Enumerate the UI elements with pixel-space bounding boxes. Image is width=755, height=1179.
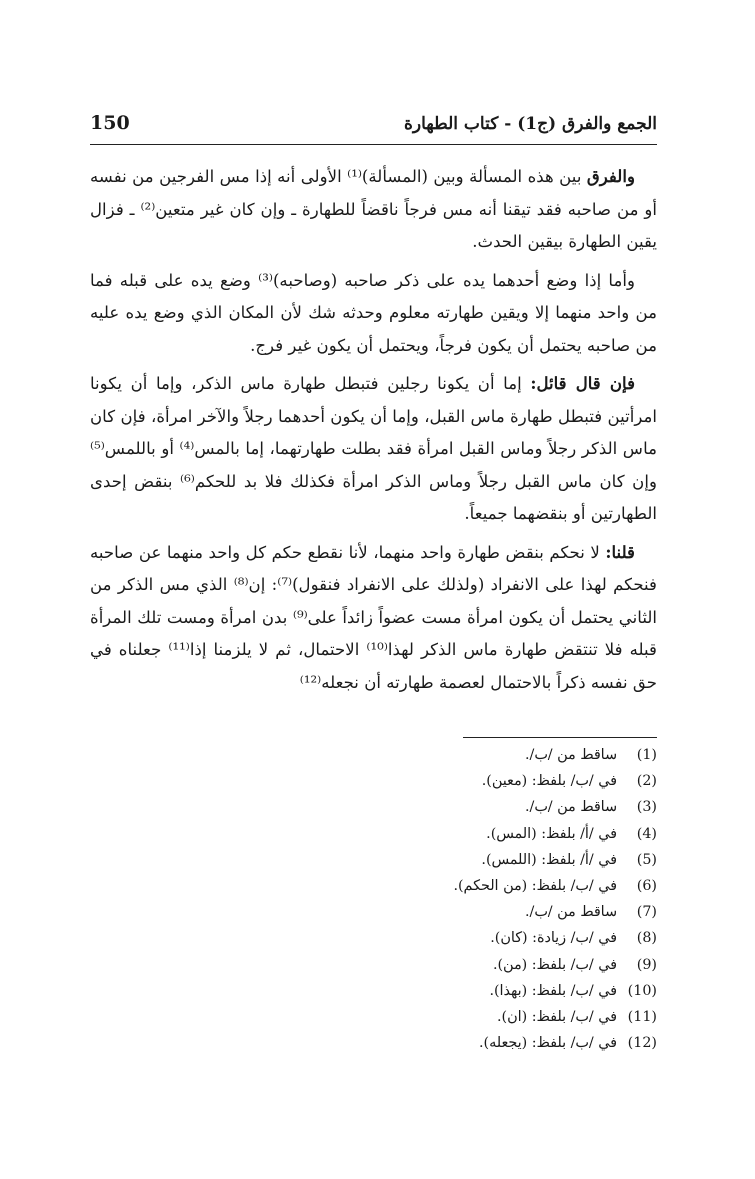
footnote-text: في /أ/ بلفظ: (المس).	[486, 825, 617, 842]
paragraph-text: إما أن يكونا رجلين فتبطل طهارة ماس الذكر، وإما أن يكونا امرأتين فتبطل طهارة ماس القبل، وإما أن يكون أحدهما رجلاً والآخر امرأة، فإن كان ماس الذكر رجلاً وماس القبل امرأة فقد بطلت طهارتهما، إما بالمس⁽⁴⁾ أو باللمس⁽⁵⁾ وإن كان ماس القبل رجلاً وماس الذكر امرأة فكذلك فلا بد للحكم⁽⁶⁾ بنقض إحدى الطهارتين أو بنقضهما جميعاً.	[90, 374, 658, 523]
paragraph-3	[90, 367, 657, 531]
footnote-number: (3)	[636, 799, 657, 816]
header-title: الجمع والفرق (ج1) - كتاب الطهارة	[404, 114, 657, 134]
footnote-text: في /ب/ زيادة: (كان).	[490, 930, 617, 947]
footnote-item	[257, 1004, 657, 1030]
footnote-number: (12)	[627, 1035, 657, 1052]
footnote-item	[257, 899, 657, 925]
paragraph-4	[90, 536, 657, 700]
footnote-item	[257, 821, 657, 847]
footnote-number: (2)	[636, 773, 657, 790]
paragraph-text: بين هذه المسألة وبين (المسألة)⁽¹⁾ الأولى أنه إذا مس الفرجين من نفسه أو من صاحبه فقد تيقنا أنه مس فرجاً ناقضاً للطهارة ـ وإن كان غير متعين⁽²⁾ ـ فزال يقين الطهارة بيقين الحدث.	[90, 167, 657, 251]
paragraph-lead: فإن قال قائل:	[530, 373, 635, 393]
paragraph-text: لا نحكم بنقض طهارة واحد منهما، لأنا نقطع حكم كل واحد منهما عن صاحبه فنحكم لهذا على الانفراد (ولذلك على الانفراد فنقول)⁽⁷⁾: إن⁽⁸⁾ الذي مس الذكر من الثاني يحتمل أن يكون امرأة مست عضواً زائداً على⁽⁹⁾ بدن امرأة ومست تلك المرأة قبله فلا تنتقض طهارة ماس الذكر لهذا⁽¹⁰⁾ الاحتمال، ثم لا يلزمنا إذا⁽¹¹⁾ جعلناه في حق نفسه ذكراً بالاحتمال لعصمة طهارته أن نجعله⁽¹²⁾	[90, 542, 657, 692]
footnote-number: (1)	[636, 747, 657, 763]
footnote-item	[257, 952, 657, 978]
footnote-item	[257, 873, 657, 899]
footnote-number: (7)	[636, 904, 657, 921]
footnote-item	[257, 794, 657, 820]
footnote-item	[257, 925, 657, 951]
footnote-text: في /ب/ بلفظ: (معين).	[481, 773, 617, 790]
footnote-number: (9)	[636, 956, 657, 973]
footnote-number: (4)	[636, 825, 657, 842]
footnote-item	[257, 768, 657, 794]
footnotes-list	[257, 742, 657, 1056]
footnote-number: (8)	[636, 930, 657, 947]
footnote-number: (11)	[627, 1009, 657, 1026]
footnote-text: في /ب/ بلفظ: (من الحكم).	[453, 878, 617, 895]
footnote-item	[257, 978, 657, 1004]
footnote-number: (5)	[636, 851, 657, 868]
paragraph-1	[90, 160, 657, 259]
paragraph-lead: قلنا:	[605, 541, 635, 562]
footnote-divider	[463, 737, 657, 738]
running-header	[90, 112, 657, 145]
footnote-text: في /أ/ بلفظ: (اللمس).	[481, 851, 617, 868]
footnote-number: (6)	[636, 878, 657, 895]
footnote-text: في /ب/ بلفظ: (بهذا).	[489, 982, 617, 999]
paragraph-text: وأما إذا وضع أحدهما يده على ذكر صاحبه (وصاحبه)⁽³⁾ وضع يده على قبله فما من واحد منهما إلا ويقين طهارته معلوم وحدثه شك لأن المكان الذي وضع يده عليه من صاحبه يحتمل أن يكون فرجاً، ويحتمل أن يكون غير فرج.	[90, 270, 657, 355]
paragraph-lead: والفرق	[586, 166, 635, 186]
footnote-text: ساقط من /ب/.	[524, 799, 617, 816]
footnote-number: (10)	[627, 982, 657, 999]
footnote-text: في /ب/ بلفظ: (من).	[492, 956, 617, 973]
page-number: 150	[90, 112, 130, 134]
footnote-item	[257, 847, 657, 873]
main-text	[90, 160, 657, 704]
footnote-text: ساقط من /ب/.	[524, 904, 617, 921]
footnote-text: ساقط من /ب/.	[524, 747, 617, 763]
footnote-item	[257, 742, 657, 768]
footnote-text: في /ب/ بلفظ: (يجعله).	[478, 1035, 617, 1052]
footnote-text: في /ب/ بلفظ: (ان).	[497, 1009, 617, 1026]
footnote-item	[257, 1030, 657, 1056]
paragraph-2	[90, 264, 657, 363]
